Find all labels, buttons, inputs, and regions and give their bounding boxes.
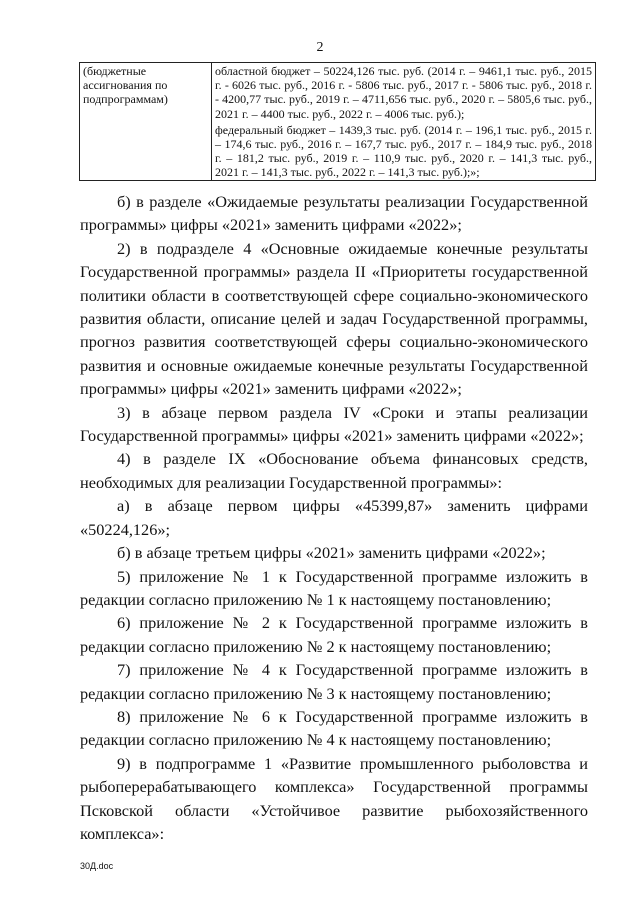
footer-filename: 30Д.doc [80,861,114,871]
paragraph: 9) в подпрограмме 1 «Развитие промышленного рыболовства и рыбоперерабатывающего комплекса» Государственной программы Псковской области «Устойчивое развитие рыбохозяйственного комплекса»: [80,753,588,843]
paragraph: 4) в разделе IX «Обоснование объема финансовых средств, необходимых для реализации Государственной программы»: [80,449,588,492]
paragraph: 5) приложение № 1 к Государственной программе изложить в редакции согласно приложению № 1 к настоящему постановлению; [80,566,588,609]
paragraph: б) в абзаце третьем цифры «2021» заменить цифрами «2022»; [117,543,546,563]
table-row [80,63,596,181]
document-body [80,190,588,845]
federal-budget-text: федеральный бюджет – 1439,3 тыс. руб. (2014 г. – 196,1 тыс. руб., 2015 г. – 174,6 тыс. руб., 2016 г. – 167,7 тыс. руб., 2017 г. – 184,9 тыс. руб., 2018 г. – 181,2 тыс. руб., 2019 г. – 110,9 тыс. руб., 2020 г. – 141,3 тыс. руб., 2021 г. – 141,3 тыс. руб., 2022 г. – 141,3 тыс. руб.);»; [215,122,592,180]
budget-table [79,62,596,181]
paragraph: 2) в подразделе 4 «Основные ожидаемые конечные результаты Государственной программы» раздела II «Приоритеты государственной политики области в соответствующей сфере социально-экономического развития области, описание целей и задач Государственной программы, прогноз развития соответствующей сферы социально-экономического развития и основные ожидаемые конечные результаты Государственной программы» цифры «2021» заменить цифрами «2022»; [80,238,588,399]
paragraph: 7) приложение № 4 к Государственной программе изложить в редакции согласно приложению № 3 к настоящему постановлению; [80,660,588,703]
table-value-cell [212,63,596,181]
page-number: 2 [316,40,324,55]
paragraph: 8) приложение № 6 к Государственной программе изложить в редакции согласно приложению № 4 к настоящему постановлению; [80,706,588,750]
table-label-cell: (бюджетные ассигнования по подпрограммам) [80,63,212,181]
regional-budget-text: областной бюджет – 50224,126 тыс. руб. (2014 г. – 9461,1 тыс. руб., 2015 г. - 6026 тыс. руб., 2016 г. - 5806 тыс. руб., 2017 г. - 5806 тыс. руб., 2018 г. - 4200,77 тыс. руб., 2019 г. – 4711,656 тыс. руб., 2020 г. – 5805,6 тыс. руб., 2021 г. – 4400 тыс. руб., 2022 г. – 4006 тыс. руб.); [215,64,592,121]
paragraph: 6) приложение № 2 к Государственной программе изложить в редакции согласно приложению № 2 к настоящему постановлению; [80,613,588,656]
paragraph: б) в разделе «Ожидаемые результаты реализации Государственной программы» цифры «2021» заменить цифрами «2022»; [80,192,588,235]
paragraph: 3) в абзаце первом раздела IV «Сроки и этапы реализации Государственной программы» цифры «2021» заменить цифрами «2022»; [80,402,588,446]
paragraph: а) в абзаце первом цифры «45399,87» заменить цифрами «50224,126»; [80,496,588,539]
